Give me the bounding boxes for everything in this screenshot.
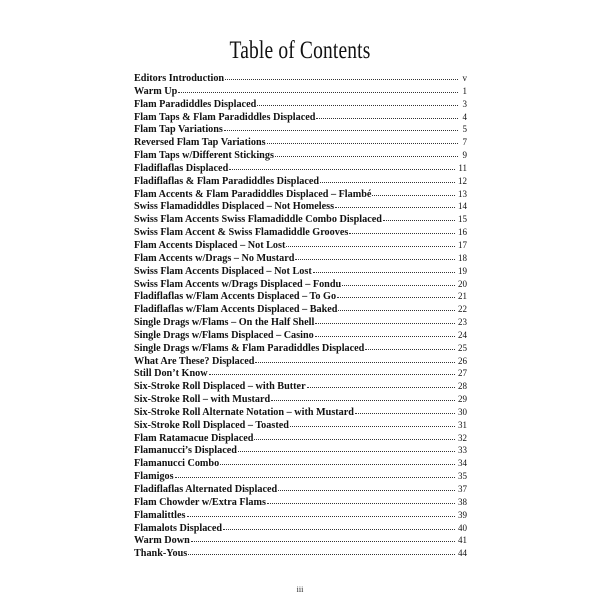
toc-entry xyxy=(134,239,467,252)
toc-entry-page: 16 xyxy=(458,227,467,238)
toc-entry-page: 22 xyxy=(458,304,467,315)
page-number: iii xyxy=(296,585,304,594)
toc-entry xyxy=(134,123,467,136)
toc-entry-page: 7 xyxy=(462,137,467,148)
toc-entry xyxy=(134,200,467,213)
toc-entry-page: 29 xyxy=(458,394,467,405)
toc-entry-page: 44 xyxy=(458,548,467,559)
dot-leader xyxy=(320,181,455,183)
dot-leader xyxy=(365,348,455,350)
toc-entry xyxy=(134,290,467,303)
dot-leader xyxy=(338,309,455,311)
toc-entry xyxy=(134,136,467,149)
toc-entry-title: Flam Taps w/Different Stickings xyxy=(134,150,274,162)
toc-entry xyxy=(134,252,467,265)
toc-entry-title: Thank-Yous xyxy=(134,548,188,560)
toc-entry-page: 41 xyxy=(458,535,467,546)
toc-entry-title: Reversed Flam Tap Variations xyxy=(134,137,266,149)
toc-entry-page: 14 xyxy=(458,201,467,212)
toc-entry-title: Flamanucci’s Displaced xyxy=(134,445,237,457)
toc-entry-title: Warm Down xyxy=(134,535,190,547)
toc-entry-page: 25 xyxy=(458,342,467,353)
toc-entry-title: Fladiflaflas Alternated Displaced xyxy=(134,484,278,495)
toc-entry-page: 9 xyxy=(462,150,467,161)
dot-leader xyxy=(383,219,455,221)
toc-entry-page: 38 xyxy=(458,496,467,507)
toc-entry-page: v xyxy=(462,73,467,83)
toc-entry xyxy=(134,303,467,316)
dot-leader xyxy=(257,104,458,106)
toc-entry-title: Six-Stroke Roll Alternate Notation – with Mustard xyxy=(134,406,354,418)
dot-leader xyxy=(372,194,455,196)
toc-entry xyxy=(134,329,467,342)
toc-entry-page: 12 xyxy=(458,175,467,186)
toc-entry-title: Warm Up xyxy=(134,85,178,97)
toc-list xyxy=(134,72,467,560)
dot-leader xyxy=(178,91,458,93)
toc-entry-title: Flam Ratamacue Displaced xyxy=(134,432,254,444)
dot-leader xyxy=(225,78,458,80)
toc-entry-page: 3 xyxy=(462,98,467,109)
dot-leader xyxy=(191,540,455,542)
toc-entry xyxy=(134,85,467,98)
toc-entry-title: Fladiflaflas & Flam Paradiddles Displaced xyxy=(134,175,320,187)
page-title: Table of Contents xyxy=(229,37,371,64)
toc-entry-title: Flamalots Displaced xyxy=(134,522,223,534)
dot-leader xyxy=(267,142,458,144)
toc-entry-page: 20 xyxy=(458,278,467,289)
toc-entry-title: Flamigos xyxy=(134,471,174,483)
toc-entry xyxy=(134,380,467,393)
toc-entry xyxy=(134,406,467,419)
toc-entry-title: Flam Accents & Flam Paradiddles Displaced – Flambé xyxy=(134,188,372,200)
toc-entry xyxy=(134,393,467,406)
dot-leader xyxy=(315,335,455,337)
dot-leader xyxy=(349,232,455,234)
toc-entry-title: Flam Chowder w/Extra Flams xyxy=(134,496,266,508)
toc-entry-title: Fladiflaflas w/Flam Accents Displaced – Baked xyxy=(134,304,338,316)
dot-leader xyxy=(187,515,456,517)
toc-entry xyxy=(134,278,467,291)
toc-entry-title: Six-Stroke Roll Displaced – with Butter xyxy=(134,381,306,393)
toc-entry xyxy=(134,188,467,201)
toc-entry-page: 27 xyxy=(458,368,467,379)
toc-entry-title: Flamalittles xyxy=(134,509,186,521)
toc-entry-page: 1 xyxy=(462,85,467,96)
toc-entry xyxy=(134,496,467,509)
dot-leader xyxy=(316,117,458,119)
dot-leader xyxy=(355,412,455,414)
toc-entry-page: 19 xyxy=(458,265,467,276)
toc-entry-page: 32 xyxy=(458,432,467,443)
dot-leader xyxy=(295,258,455,260)
dot-leader xyxy=(220,463,455,465)
toc-entry-title: Fladiflaflas w/Flam Accents Displaced – To Go xyxy=(134,291,337,303)
dot-leader xyxy=(271,399,455,401)
toc-entry-title: Single Drags w/Flams & Flam Paradiddles Displaced xyxy=(134,342,365,354)
dot-leader xyxy=(267,502,455,504)
dot-leader xyxy=(342,284,455,286)
toc-entry xyxy=(134,355,467,368)
toc-entry xyxy=(134,98,467,111)
toc-entry-title: Flam Accents Displaced – Not Lost xyxy=(134,239,286,251)
dot-leader xyxy=(255,361,455,363)
dot-leader xyxy=(238,450,455,452)
toc-entry xyxy=(134,457,467,470)
toc-entry-title: Six-Stroke Roll – with Mustard xyxy=(134,394,271,406)
toc-entry-title: Flam Accents w/Drags – No Mustard xyxy=(134,252,295,264)
dot-leader xyxy=(229,168,455,170)
toc-entry xyxy=(134,175,467,188)
toc-entry xyxy=(134,367,467,380)
toc-entry-page: 5 xyxy=(462,124,467,135)
dot-leader xyxy=(175,476,455,478)
dot-leader xyxy=(254,438,455,440)
toc-entry xyxy=(134,470,467,483)
dot-leader xyxy=(275,155,458,157)
toc-entry xyxy=(134,342,467,355)
toc-entry-page: 18 xyxy=(458,252,467,263)
toc-entry-title: Still Don’t Know xyxy=(134,368,208,380)
toc-entry-title: Six-Stroke Roll Displaced – Toasted xyxy=(134,419,289,431)
toc-entry xyxy=(134,72,467,85)
toc-entry xyxy=(134,483,467,496)
toc-entry xyxy=(134,432,467,445)
toc-entry-title: Flam Tap Variations xyxy=(134,124,223,136)
toc-entry-title: What Are These? Displaced xyxy=(134,355,255,367)
toc-entry xyxy=(134,509,467,522)
toc-entry-page: 30 xyxy=(458,406,467,417)
toc-entry-page: 23 xyxy=(458,317,467,328)
toc-entry xyxy=(134,213,467,226)
toc-entry-title: Swiss Flam Accents Displaced – Not Lost xyxy=(134,265,312,277)
toc-entry-page: 26 xyxy=(458,355,467,366)
toc-entry xyxy=(134,419,467,432)
toc-entry-page: 13 xyxy=(458,188,467,199)
toc-entry-page: 37 xyxy=(458,484,467,494)
toc-entry xyxy=(134,522,467,535)
toc-entry-title: Flam Taps & Flam Paradiddles Displaced xyxy=(134,111,316,123)
toc-entry-page: 28 xyxy=(458,381,467,392)
toc-entry xyxy=(134,111,467,124)
toc-entry-page: 39 xyxy=(458,509,467,520)
toc-entry-page: 11 xyxy=(458,162,467,173)
toc-entry-page: 4 xyxy=(462,111,467,122)
toc-entry-page: 24 xyxy=(458,329,467,340)
dot-leader xyxy=(313,271,455,273)
toc-entry-title: Editors Introduction xyxy=(134,73,225,84)
toc-entry-title: Swiss Flam Accents w/Drags Displaced – Fondu xyxy=(134,278,342,290)
toc-entry-page: 35 xyxy=(458,471,467,482)
toc-entry xyxy=(134,149,467,162)
toc-entry-page: 31 xyxy=(458,419,467,430)
dot-leader xyxy=(290,425,455,427)
dot-leader xyxy=(335,206,455,208)
toc-entry xyxy=(134,547,467,560)
dot-leader xyxy=(224,129,458,131)
toc-entry-page: 15 xyxy=(458,214,467,225)
toc-entry xyxy=(134,226,467,239)
toc-entry xyxy=(134,162,467,175)
dot-leader xyxy=(223,528,455,530)
dot-leader xyxy=(278,489,455,491)
dot-leader xyxy=(307,386,455,388)
toc-entry-title: Single Drags w/Flams – On the Half Shell xyxy=(134,317,315,329)
dot-leader xyxy=(315,322,455,324)
dot-leader xyxy=(209,373,455,375)
toc-entry xyxy=(134,316,467,329)
toc-entry-page: 34 xyxy=(458,458,467,469)
toc-entry-page: 40 xyxy=(458,522,467,533)
toc-entry-title: Flam Paradiddles Displaced xyxy=(134,98,257,110)
toc-entry-title: Swiss Flam Accent & Swiss Flamadiddle Grooves xyxy=(134,227,349,239)
toc-entry-page: 21 xyxy=(458,291,467,302)
dot-leader xyxy=(286,245,455,247)
toc-entry-page: 33 xyxy=(458,445,467,456)
toc-entry-page: 17 xyxy=(458,239,467,250)
dot-leader xyxy=(337,296,455,298)
toc-entry-title: Swiss Flamadiddles Displaced – Not Homeless xyxy=(134,201,335,213)
toc-entry xyxy=(134,534,467,547)
toc-entry xyxy=(134,444,467,457)
toc-entry xyxy=(134,265,467,278)
dot-leader xyxy=(188,553,455,555)
toc-entry-title: Fladiflaflas Displaced xyxy=(134,162,229,174)
toc-entry-title: Flamanucci Combo xyxy=(134,458,220,470)
toc-entry-title: Swiss Flam Accents Swiss Flamadiddle Combo Displaced xyxy=(134,214,382,226)
toc-entry-title: Single Drags w/Flams Displaced – Casino xyxy=(134,329,314,341)
